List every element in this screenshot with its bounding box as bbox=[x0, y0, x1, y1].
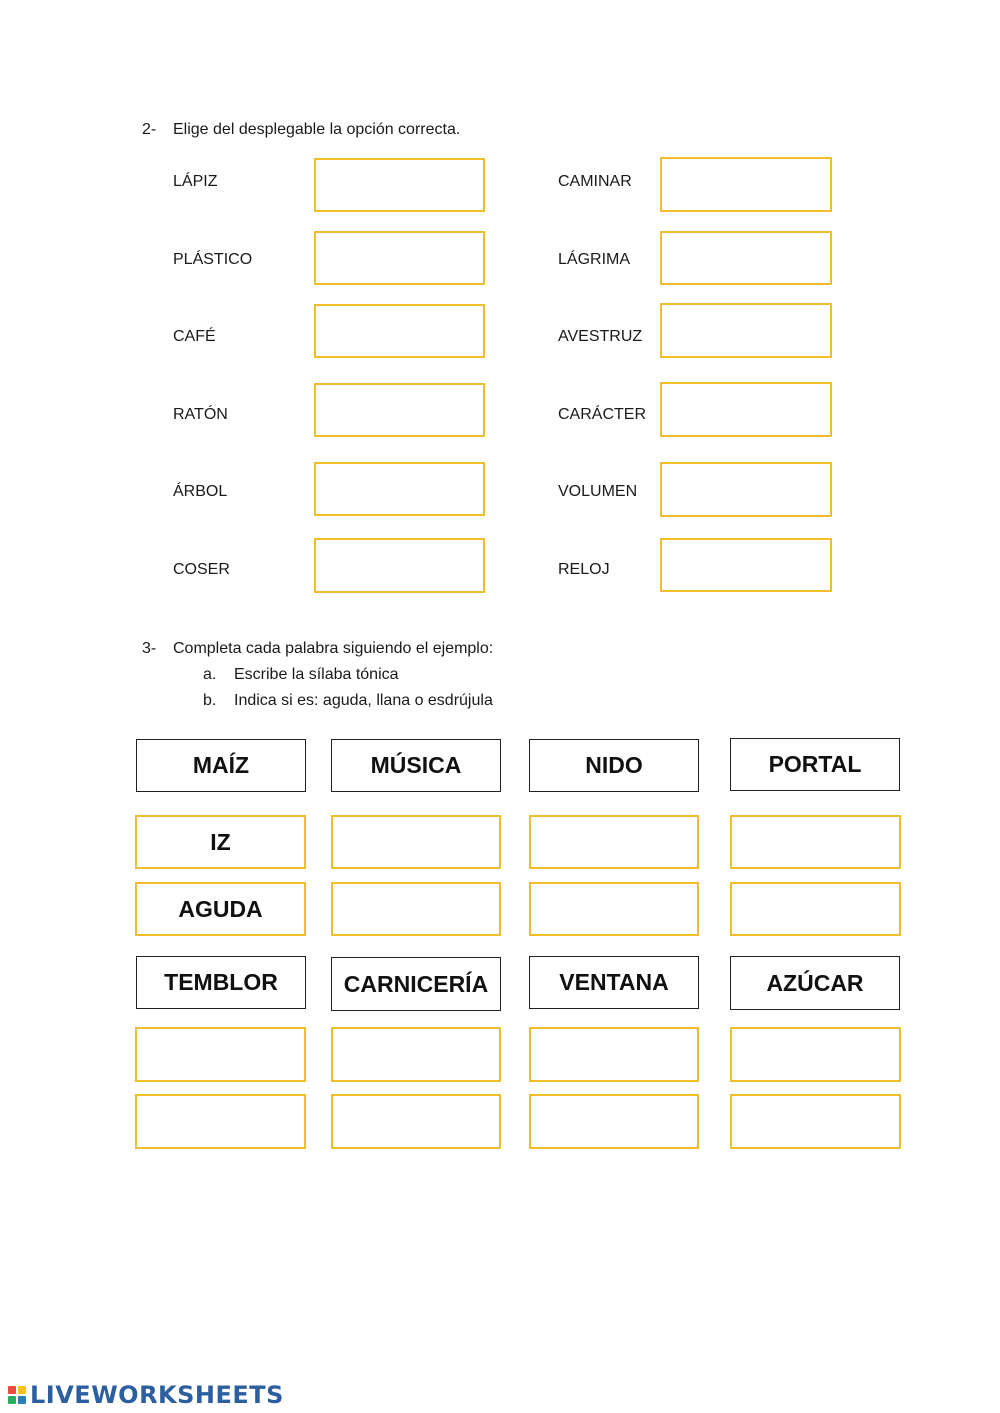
sub-a-label: a. bbox=[203, 666, 217, 683]
word-cafe: CAFÉ bbox=[173, 328, 216, 345]
dropdown-coser[interactable] bbox=[314, 538, 485, 593]
type-input-maiz: AGUDA bbox=[135, 882, 306, 936]
word-box-azucar: AZÚCAR bbox=[730, 956, 900, 1010]
word-caminar: CAMINAR bbox=[558, 173, 632, 190]
dropdown-caminar[interactable] bbox=[660, 157, 832, 212]
syllable-input-maiz: IZ bbox=[135, 815, 306, 869]
syllable-input-temblor[interactable] bbox=[135, 1027, 306, 1082]
section3-instruction: Completa cada palabra siguiendo el ejemplo: bbox=[173, 640, 494, 657]
dropdown-lagrima[interactable] bbox=[660, 231, 832, 285]
syllable-input-azucar[interactable] bbox=[730, 1027, 901, 1082]
dropdown-reloj[interactable] bbox=[660, 538, 832, 592]
syllable-input-musica[interactable] bbox=[331, 815, 501, 869]
word-box-musica: MÚSICA bbox=[331, 739, 501, 792]
word-box-ventana: VENTANA bbox=[529, 956, 699, 1009]
section2-instruction: Elige del desplegable la opción correcta. bbox=[173, 121, 461, 138]
syllable-input-portal[interactable] bbox=[730, 815, 901, 869]
word-lagrima: LÁGRIMA bbox=[558, 251, 631, 268]
word-arbol: ÁRBOL bbox=[173, 483, 228, 500]
type-input-ventana[interactable] bbox=[529, 1094, 699, 1149]
type-input-carniceria[interactable] bbox=[331, 1094, 501, 1149]
section2-number: 2- bbox=[142, 121, 157, 138]
dropdown-plastico[interactable] bbox=[314, 231, 485, 285]
logo-grid-icon bbox=[8, 1386, 26, 1404]
sub-b-text: Indica si es: aguda, llana o esdrújula bbox=[234, 692, 493, 709]
syllable-input-nido[interactable] bbox=[529, 815, 699, 869]
syllable-input-ventana[interactable] bbox=[529, 1027, 699, 1082]
word-plastico: PLÁSTICO bbox=[173, 251, 253, 268]
dropdown-arbol[interactable] bbox=[314, 462, 485, 516]
type-input-portal[interactable] bbox=[730, 882, 901, 936]
dropdown-raton[interactable] bbox=[314, 383, 485, 437]
word-box-nido: NIDO bbox=[529, 739, 699, 792]
sub-b-label: b. bbox=[203, 692, 217, 709]
dropdown-volumen[interactable] bbox=[660, 462, 832, 517]
syllable-input-carniceria[interactable] bbox=[331, 1027, 501, 1082]
word-lapiz: LÁPIZ bbox=[173, 173, 218, 190]
dropdown-avestruz[interactable] bbox=[660, 303, 832, 358]
word-box-portal: PORTAL bbox=[730, 738, 900, 791]
word-coser: COSER bbox=[173, 561, 230, 578]
word-reloj: RELOJ bbox=[558, 561, 610, 578]
word-caracter: CARÁCTER bbox=[558, 406, 647, 423]
word-raton: RATÓN bbox=[173, 406, 228, 423]
type-input-musica[interactable] bbox=[331, 882, 501, 936]
liveworksheets-logo bbox=[8, 1382, 284, 1408]
dropdown-lapiz[interactable] bbox=[314, 158, 485, 212]
logo-text: LIVEWORKSHEETS bbox=[30, 1381, 284, 1409]
type-input-azucar[interactable] bbox=[730, 1094, 901, 1149]
word-box-temblor: TEMBLOR bbox=[136, 956, 306, 1009]
word-volumen: VOLUMEN bbox=[558, 483, 638, 500]
dropdown-caracter[interactable] bbox=[660, 382, 832, 437]
type-input-temblor[interactable] bbox=[135, 1094, 306, 1149]
word-avestruz: AVESTRUZ bbox=[558, 328, 643, 345]
sub-a-text: Escribe la sílaba tónica bbox=[234, 666, 399, 683]
dropdown-cafe[interactable] bbox=[314, 304, 485, 358]
type-input-nido[interactable] bbox=[529, 882, 699, 936]
word-box-maiz: MAÍZ bbox=[136, 739, 306, 792]
word-box-carniceria: CARNICERÍA bbox=[331, 957, 501, 1011]
section3-number: 3- bbox=[142, 640, 157, 657]
